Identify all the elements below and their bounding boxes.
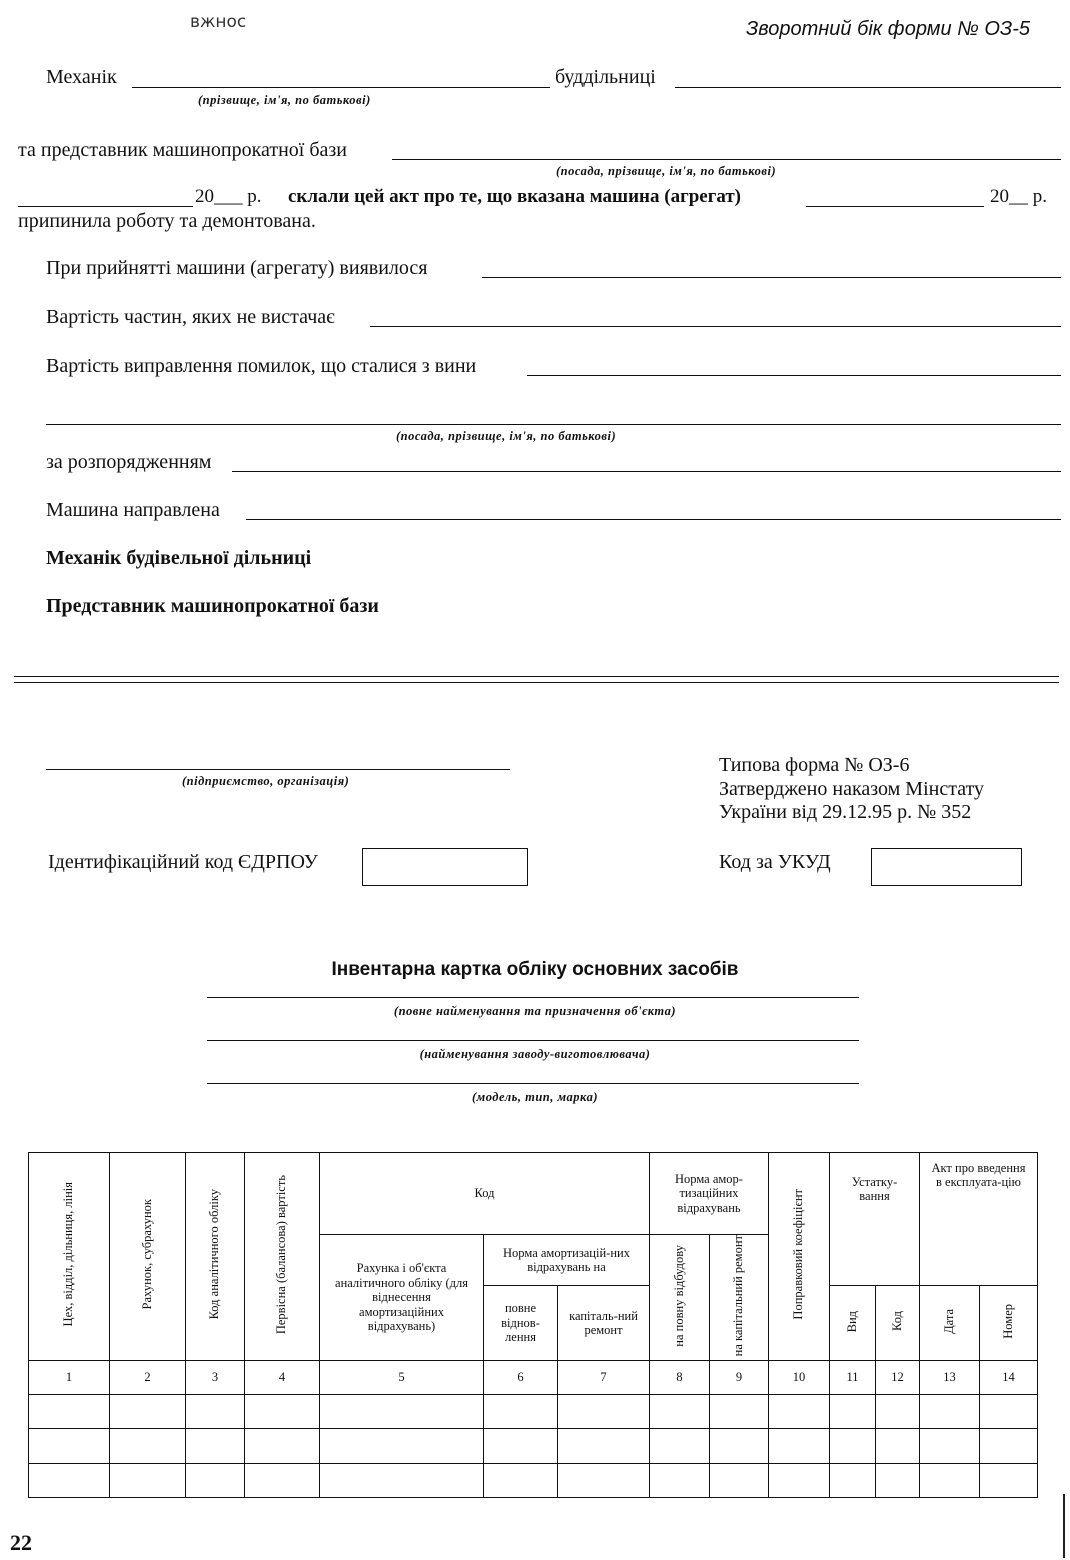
table-cell[interactable] (920, 1394, 980, 1428)
table-cell[interactable] (186, 1394, 245, 1428)
table-cell[interactable] (245, 1394, 320, 1428)
header-equipment: Устатку-вання (830, 1153, 920, 1286)
table-cell[interactable] (558, 1428, 650, 1463)
mechanic-label: Механік (46, 66, 117, 88)
table-cell[interactable] (29, 1428, 110, 1463)
table-cell[interactable] (558, 1463, 650, 1497)
table-cell[interactable] (110, 1428, 186, 1463)
header-act-date: Дата (920, 1286, 980, 1361)
table-cell[interactable] (29, 1394, 110, 1428)
table-cell[interactable] (769, 1463, 830, 1497)
table-cell[interactable] (876, 1463, 920, 1497)
rep-caption: (посада, прізвище, ім'я, по батькові) (556, 164, 777, 178)
column-numbers-row (29, 1360, 1038, 1394)
table-cell[interactable] (876, 1394, 920, 1428)
table-cell[interactable] (830, 1463, 876, 1497)
table-cell[interactable] (710, 1394, 769, 1428)
table-row[interactable] (29, 1463, 1038, 1497)
inventory-table (28, 1152, 1038, 1498)
col-number: 8 (650, 1360, 710, 1394)
enterprise-caption: (підприємство, організація) (182, 774, 350, 788)
mechanic-name-field[interactable] (132, 87, 550, 88)
table-cell[interactable] (484, 1428, 558, 1463)
col-number: 4 (245, 1360, 320, 1394)
table-cell[interactable] (320, 1428, 484, 1463)
col-number: 5 (320, 1360, 484, 1394)
col-number: 1 (29, 1360, 110, 1394)
table-cell[interactable] (29, 1463, 110, 1497)
table-cell[interactable] (980, 1394, 1038, 1428)
table-cell[interactable] (186, 1463, 245, 1497)
table-cell[interactable] (558, 1394, 650, 1428)
header-capital-repair-norm: капіталь-ний ремонт (558, 1286, 650, 1361)
table-cell[interactable] (186, 1428, 245, 1463)
rep-label: та представник машинопрокатної бази (18, 139, 347, 161)
table-cell[interactable] (484, 1394, 558, 1428)
edrpou-label: Ідентифікаційний код ЄДРПОУ (48, 851, 318, 873)
header-analytic-code: Код аналітичного обліку (186, 1153, 245, 1361)
act-text: склали цей акт про те, що вказана машина (агрегат) (288, 186, 741, 207)
table-cell[interactable] (650, 1463, 710, 1497)
date1-field[interactable] (18, 206, 193, 207)
fix-cost-field[interactable] (527, 375, 1061, 376)
col-number: 12 (876, 1360, 920, 1394)
col-number: 7 (558, 1360, 650, 1394)
table-cell[interactable] (876, 1428, 920, 1463)
table-cell[interactable] (980, 1428, 1038, 1463)
sent-label: Машина направлена (46, 499, 220, 521)
col-number: 2 (110, 1360, 186, 1394)
header-analytic-account: Рахунка і об'єкта аналітичного обліку (для віднесення амортизаційних відрахувань) (320, 1235, 484, 1361)
manufacturer-field[interactable] (207, 1040, 859, 1041)
header-capital-repair: на капітальний ремонт (710, 1235, 769, 1361)
table-row[interactable] (29, 1394, 1038, 1428)
object-name-field[interactable] (207, 997, 859, 998)
order-label: за розпорядженням (46, 451, 212, 473)
header-workshop: Цех, відділ, дільниця, лінія (29, 1153, 110, 1361)
table-cell[interactable] (650, 1394, 710, 1428)
header-norm-on: Норма амортизацій-них відрахувань на (484, 1235, 650, 1286)
table-cell[interactable] (920, 1428, 980, 1463)
enterprise-field[interactable] (46, 769, 510, 770)
table-cell[interactable] (980, 1463, 1038, 1497)
table-cell[interactable] (830, 1428, 876, 1463)
fault-caption: (посада, прізвище, ім'я, по батькові) (396, 429, 617, 443)
fix-cost-label: Вартість виправлення помилок, що сталися з вини (46, 355, 477, 377)
table-row[interactable] (29, 1428, 1038, 1463)
separator-line (14, 676, 1059, 683)
edrpou-input[interactable] (362, 848, 528, 886)
table-cell[interactable] (920, 1463, 980, 1497)
header-initial-cost: Первісна (балансова) вартість (245, 1153, 320, 1361)
header-amort-norm: Норма амор-тизаційних відрахувань (650, 1153, 769, 1235)
table-cell[interactable] (710, 1428, 769, 1463)
sent-field[interactable] (246, 519, 1061, 520)
table-cell[interactable] (320, 1394, 484, 1428)
header-equip-type: Вид (830, 1286, 876, 1361)
sig-rep: Представник машинопрокатної бази (46, 595, 379, 617)
table-cell[interactable] (110, 1394, 186, 1428)
header-equip-code: Код (876, 1286, 920, 1361)
approved-text: Затверджено наказом Мінстату (719, 778, 985, 800)
model-field[interactable] (207, 1083, 859, 1084)
header-account: Рахунок, субрахунок (110, 1153, 186, 1361)
name-caption: (прізвище, ім'я, по батькові) (198, 93, 371, 107)
header-full-restore: повне віднов-лення (484, 1286, 558, 1361)
header-full-rebuild: на повну відбудову (650, 1235, 710, 1361)
col-number: 6 (484, 1360, 558, 1394)
table-cell[interactable] (769, 1428, 830, 1463)
model-caption: (модель, тип, марка) (471, 1090, 598, 1104)
page-number: 22 (10, 1530, 32, 1555)
order-field[interactable] (232, 471, 1061, 472)
ukud-input[interactable] (871, 848, 1022, 886)
card-title: Інвентарна картка обліку основних засобів (331, 959, 739, 980)
top-smudge: вжнос (190, 12, 247, 32)
fault-person-field[interactable] (46, 424, 1061, 425)
rep-field[interactable] (392, 159, 1061, 160)
acceptance-field[interactable] (482, 277, 1061, 278)
table-cell[interactable] (650, 1428, 710, 1463)
missing-parts-label: Вартість частин, яких не вистачає (46, 306, 335, 328)
table-cell[interactable] (245, 1428, 320, 1463)
year2: 20__ р. (990, 186, 1047, 207)
form-header-right: Зворотний бік форми № ОЗ-5 (746, 18, 1030, 40)
header-act: Акт про введення в експлуата-цію (920, 1153, 1038, 1286)
col-number: 11 (830, 1360, 876, 1394)
manufacturer-caption: (найменування заводу-виготовлювача) (419, 1047, 651, 1061)
col-number: 9 (710, 1360, 769, 1394)
year1: 20___ р. (195, 186, 262, 207)
header-code: Код (320, 1153, 650, 1235)
table-cell[interactable] (710, 1463, 769, 1497)
table-cell[interactable] (110, 1463, 186, 1497)
table-cell[interactable] (320, 1463, 484, 1497)
col-number: 3 (186, 1360, 245, 1394)
ukud-label: Код за УКУД (719, 851, 831, 873)
col-number: 13 (920, 1360, 980, 1394)
header-act-number: Номер (980, 1286, 1038, 1361)
table-cell[interactable] (830, 1394, 876, 1428)
object-caption: (повне найменування та призначення об'єкта) (393, 1004, 677, 1018)
acceptance-label: При прийнятті машини (агрегату) виявилося (46, 257, 428, 279)
page-edge-mark (1063, 1494, 1065, 1558)
table-cell[interactable] (484, 1463, 558, 1497)
approved-date: України від 29.12.95 р. № 352 (719, 801, 972, 823)
date2-field[interactable] (806, 206, 984, 207)
table-cell[interactable] (769, 1394, 830, 1428)
col-number: 14 (980, 1360, 1038, 1394)
col-number: 10 (769, 1360, 830, 1394)
act-text2: припинила роботу та демонтована. (18, 210, 316, 232)
missing-parts-field[interactable] (370, 326, 1061, 327)
site-label: буддільниці (555, 66, 656, 88)
table-cell[interactable] (245, 1463, 320, 1497)
header-correction: Поправковий коефіцієнт (769, 1153, 830, 1361)
form-type: Типова форма № ОЗ-6 (719, 754, 910, 776)
site-field[interactable] (675, 87, 1061, 88)
sig-mechanic: Механік будівельної дільниці (46, 547, 312, 569)
